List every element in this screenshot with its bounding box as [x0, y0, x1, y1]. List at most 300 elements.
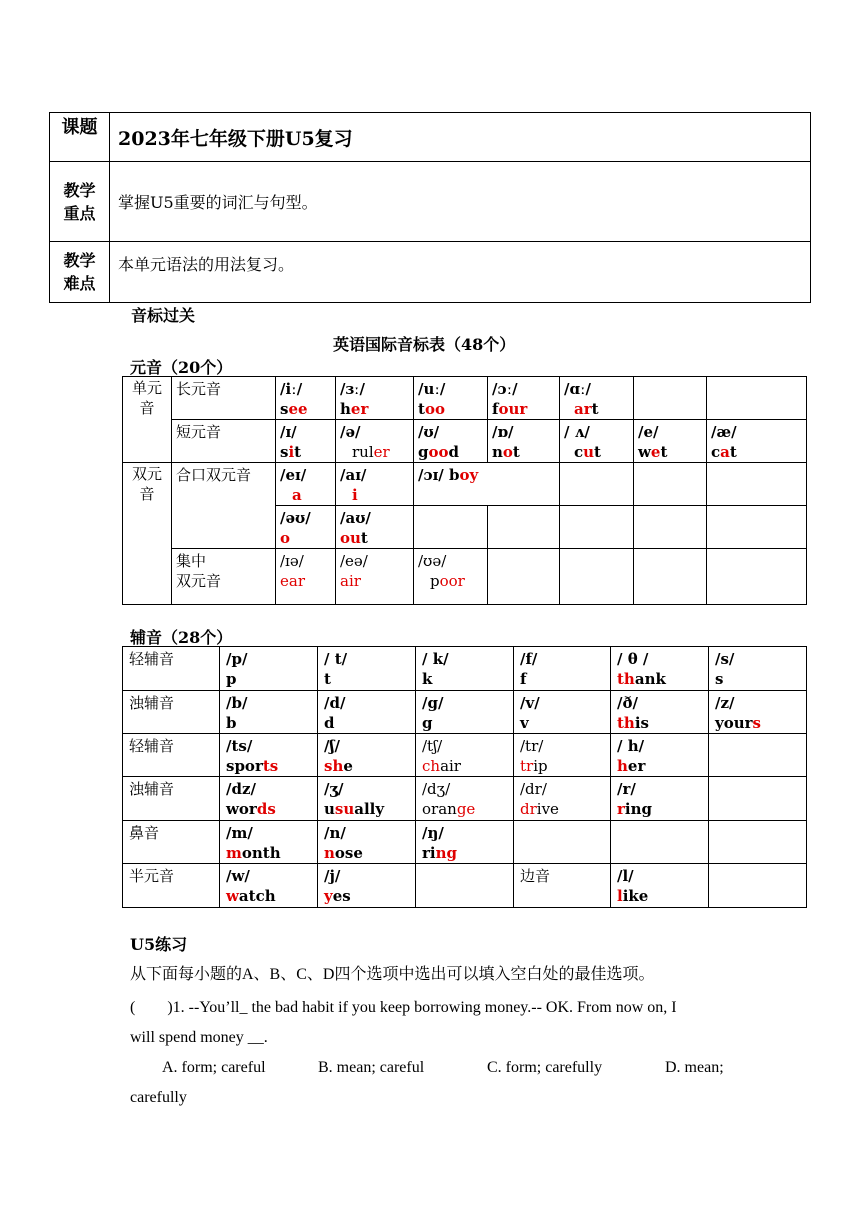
lateral-label: 边音: [514, 864, 611, 908]
ipa-symbol: /ʒ/: [324, 780, 344, 798]
ipa-symbol: /dr/: [520, 780, 547, 798]
phonetic-cell: [276, 420, 336, 463]
phonetic-cell: [707, 420, 807, 463]
example-word: [711, 442, 802, 462]
ipa-symbol: /m/: [226, 824, 253, 842]
word-part: t: [418, 400, 425, 418]
ipa-symbol: /aʊ/: [340, 509, 371, 527]
phonetic-cell: [220, 821, 318, 864]
centering-diphthong-row: [123, 549, 807, 605]
word-part: ive: [536, 800, 559, 818]
lesson-header-table: [49, 112, 811, 303]
word-highlight: r: [617, 800, 625, 818]
word-part: air: [440, 757, 461, 775]
phonetic-cell: [488, 377, 560, 420]
ipa-symbol: /j/: [324, 867, 341, 885]
word-part: g: [422, 714, 433, 732]
example-word: [520, 799, 604, 819]
ipa-symbol: /dʒ/: [422, 780, 451, 798]
word-highlight: m: [226, 844, 242, 862]
example-word: [324, 756, 409, 776]
option-d: D. mean;: [665, 1059, 724, 1076]
word-highlight: o: [280, 529, 291, 547]
phonetic-cell: [336, 506, 414, 549]
word-part: s: [715, 670, 724, 688]
word-part: wor: [226, 800, 257, 818]
example-word: [324, 843, 409, 863]
phonetic-cell: [220, 647, 318, 691]
word-part: ip: [533, 757, 548, 775]
word-highlight: s: [752, 714, 761, 732]
word-highlight: o: [502, 443, 513, 461]
focus-value: 掌握U5重要的词汇与句型。: [110, 162, 811, 242]
phonetic-cell: [488, 420, 560, 463]
phonetic-cell: [336, 420, 414, 463]
word-part: is: [634, 714, 649, 732]
word-part: c: [711, 443, 721, 461]
word-highlight: ch: [422, 757, 441, 775]
example-word: [422, 713, 507, 733]
example-word: [280, 528, 331, 548]
example-word: [617, 669, 702, 689]
word-part: u: [324, 800, 335, 818]
focus-label-line1: 教学: [63, 180, 96, 200]
empty-cell: [707, 549, 807, 605]
ipa-symbol: /ʊə/: [418, 552, 447, 570]
phonetic-cell: [514, 647, 611, 691]
phonetic-cell: [611, 777, 709, 821]
ipa-symbol: /ɪ/: [280, 423, 297, 441]
word-part: d: [448, 443, 460, 461]
word-highlight: y: [324, 887, 333, 905]
ipa-symbol: /s/: [715, 650, 735, 668]
example-word: [617, 799, 702, 819]
word-highlight: ear: [280, 572, 305, 590]
consonant-row: [123, 734, 807, 777]
example-word: [324, 669, 409, 689]
phonetic-cell: [318, 734, 416, 777]
phonetic-cell: [560, 420, 634, 463]
ipa-symbol: /f/: [520, 650, 538, 668]
phonetics-section-title: 音标过关: [131, 306, 196, 325]
ipa-symbol: /ŋ/: [422, 824, 444, 842]
word-part: f: [520, 670, 527, 688]
example-word: [564, 399, 629, 419]
example-word: [422, 799, 507, 819]
phonetic-cell: [709, 647, 807, 691]
word-highlight: sh: [324, 757, 344, 775]
phonetic-cell: [318, 777, 416, 821]
example-word: [226, 669, 311, 689]
option-b: B. mean; careful: [318, 1059, 425, 1076]
ipa-symbol: /dz/: [226, 780, 256, 798]
example-word: [418, 571, 483, 591]
ipa-symbol: /n/: [324, 824, 346, 842]
consonant-row: [123, 691, 807, 734]
ipa-symbol: /eɪ/: [280, 466, 307, 484]
word-part: t: [729, 443, 737, 461]
phonetic-cell: [414, 463, 560, 506]
example-word: [520, 669, 604, 689]
ipa-symbol: / ʌ/: [564, 423, 590, 441]
word-highlight: ts: [262, 757, 279, 775]
example-word: [340, 442, 409, 462]
word-part: s: [280, 400, 289, 418]
word-part: onth: [241, 844, 281, 862]
word-highlight: our: [498, 400, 528, 418]
empty-cell: [488, 549, 560, 605]
example-word: [226, 756, 311, 776]
word-part: n: [492, 443, 503, 461]
example-word: [422, 669, 507, 689]
phonetic-cell: [611, 864, 709, 908]
empty-cell: [709, 864, 807, 908]
example-word: [492, 442, 555, 462]
word-part: rul: [352, 443, 374, 461]
word-highlight: ar: [574, 400, 592, 418]
word-part: g: [418, 443, 429, 461]
phonetic-cell: [276, 549, 336, 605]
short-vowel-label: 短元音: [172, 420, 276, 463]
phonetic-cell: [709, 691, 807, 734]
ipa-symbol: /əʊ/: [280, 509, 311, 527]
ipa-symbol: /ts/: [226, 737, 253, 755]
example-word: [324, 713, 409, 733]
example-word: [324, 799, 409, 819]
ipa-symbol: /l/: [617, 867, 634, 885]
phonetic-cell: [336, 463, 414, 506]
phonetic-cell: [276, 377, 336, 420]
word-highlight: oo: [428, 443, 449, 461]
empty-cell: [709, 734, 807, 777]
word-highlight: e: [650, 443, 661, 461]
empty-cell: [634, 549, 707, 605]
ipa-symbol: /uː/: [418, 380, 446, 398]
example-word: [280, 485, 331, 505]
word-part: p: [430, 572, 440, 590]
ipa-symbol: /r/: [617, 780, 636, 798]
example-word: [280, 399, 331, 419]
phonetic-cell: [276, 463, 336, 506]
word-part: w: [638, 443, 651, 461]
phonetic-cell: [514, 734, 611, 777]
phonetic-table-title: 英语国际音标表（48个）: [333, 335, 516, 354]
single-vowel-label: 单元音: [123, 377, 172, 463]
example-word: [340, 528, 409, 548]
consonant-heading: 辅音（28个）: [130, 628, 233, 647]
phonetic-cell: [318, 691, 416, 734]
ipa-symbol: /æ/: [711, 423, 737, 441]
ipa-with-word: /ɔɪ/ b: [418, 466, 460, 484]
phonetic-cell: [414, 420, 488, 463]
word-highlight: dr: [520, 800, 537, 818]
phonetic-cell: [318, 647, 416, 691]
closing-diphthong-row: [123, 463, 807, 506]
ipa-symbol: /d/: [324, 694, 346, 712]
phonetic-cell: [560, 377, 634, 420]
focus-row: [50, 162, 811, 242]
example-word: [324, 886, 409, 906]
phonetic-cell: [634, 420, 707, 463]
phonetic-cell: [276, 506, 336, 549]
word-part: e: [343, 757, 353, 775]
empty-cell: [707, 377, 807, 420]
word-part: ing: [624, 800, 652, 818]
ipa-symbol: /ð/: [617, 694, 638, 712]
ipa-symbol: /w/: [226, 867, 250, 885]
ipa-symbol: /p/: [226, 650, 248, 668]
vowel-table: [122, 376, 807, 605]
phonetic-cell: [220, 691, 318, 734]
example-word: [226, 886, 311, 906]
empty-cell: [707, 463, 807, 506]
word-part: spor: [226, 757, 263, 775]
phonetic-cell: [416, 734, 514, 777]
ipa-symbol: /tʃ/: [422, 737, 443, 755]
phonetic-cell: [611, 647, 709, 691]
empty-cell: [560, 506, 634, 549]
example-word: [564, 442, 629, 462]
phonetic-cell: [611, 691, 709, 734]
word-highlight: oor: [439, 572, 465, 590]
phonetic-cell: [514, 691, 611, 734]
empty-cell: [416, 864, 514, 908]
word-part: v: [520, 714, 529, 732]
centering-label-line2: 双元音: [176, 572, 222, 590]
phonetic-cell: [336, 549, 414, 605]
phonetic-cell: [318, 821, 416, 864]
word-part: b: [226, 714, 237, 732]
ipa-symbol: /tr/: [520, 737, 544, 755]
example-word: [226, 843, 311, 863]
word-highlight: ds: [256, 800, 276, 818]
word-part: t: [591, 400, 599, 418]
empty-cell: [709, 777, 807, 821]
empty-cell: [488, 506, 560, 549]
word-part: t: [660, 443, 668, 461]
empty-cell: [709, 821, 807, 864]
word-highlight: er: [373, 443, 390, 461]
consonant-category-label: 轻辅音: [123, 647, 220, 691]
focus-label: [50, 162, 110, 242]
example-word: [715, 713, 800, 733]
example-word: [715, 669, 800, 689]
example-word: [492, 399, 555, 419]
phonetic-cell: [414, 377, 488, 420]
ipa-symbol: /ɒ/: [492, 423, 514, 441]
consonant-category-label: 浊辅音: [123, 777, 220, 821]
consonant-category-label: 轻辅音: [123, 734, 220, 777]
word-part: t: [512, 443, 520, 461]
phonetic-cell: [336, 377, 414, 420]
ipa-symbol: / t/: [324, 650, 348, 668]
ipa-symbol: /iː/: [280, 380, 303, 398]
word-highlight: l: [617, 887, 623, 905]
empty-cell: [560, 463, 634, 506]
ipa-symbol: /v/: [520, 694, 540, 712]
word-part: es: [332, 887, 351, 905]
ipa-symbol: /g/: [422, 694, 444, 712]
question-1-line-1: ( )1. --You’ll_ the bad habit if you keep borrowing money.-- OK. From now on, I: [130, 999, 677, 1016]
word-part: your: [715, 714, 753, 732]
word-highlight: a: [292, 486, 302, 504]
empty-cell: [414, 506, 488, 549]
topic-value: 2023年七年级下册U5复习: [110, 113, 811, 162]
word-part: h: [340, 400, 351, 418]
ipa-symbol: /b/: [226, 694, 248, 712]
example-word: [280, 442, 331, 462]
word-highlight: oo: [424, 400, 445, 418]
long-vowel-row: [123, 377, 807, 420]
word-highlight: su: [334, 800, 355, 818]
word-highlight: th: [617, 714, 635, 732]
word-part: t: [324, 670, 331, 688]
phonetic-cell: [414, 549, 488, 605]
word-part: t: [360, 529, 368, 547]
consonant-row: [123, 777, 807, 821]
vowel-heading: 元音（20个）: [130, 358, 233, 377]
option-d-continuation: carefully: [130, 1089, 187, 1106]
focus-label-line2: 重点: [63, 203, 96, 223]
example-word: [422, 843, 507, 863]
topic-label: 课题: [50, 113, 110, 162]
example-word: [617, 713, 702, 733]
ipa-symbol: /ɔː/: [492, 380, 518, 398]
word-part: t: [294, 443, 302, 461]
topic-row: [50, 113, 811, 162]
phonetic-cell: [416, 777, 514, 821]
word-highlight: ge: [456, 800, 476, 818]
example-word: [520, 713, 604, 733]
example-word: [340, 399, 409, 419]
phonetic-cell: [611, 734, 709, 777]
phonetic-cell: [220, 777, 318, 821]
example-word: [226, 799, 311, 819]
example-word: [418, 442, 483, 462]
word-part: t: [594, 443, 601, 461]
empty-cell: [634, 506, 707, 549]
phonetic-cell: [318, 864, 416, 908]
word-highlight: ou: [340, 529, 361, 547]
word-part: ose: [334, 844, 363, 862]
example-word: [617, 886, 702, 906]
word-part: ike: [622, 887, 649, 905]
difficulty-row: [50, 242, 811, 303]
long-vowel-label: 长元音: [172, 377, 276, 420]
word-highlight: th: [617, 670, 635, 688]
word-highlight: tr: [520, 757, 534, 775]
word-part: d: [324, 714, 335, 732]
consonant-row: [123, 821, 807, 864]
word-part: k: [422, 670, 433, 688]
option-a: A. form; careful: [162, 1059, 266, 1076]
empty-cell: [611, 821, 709, 864]
ipa-symbol: /ɪə/: [280, 552, 304, 570]
word-highlight: air: [340, 572, 361, 590]
consonant-category-label: 浊辅音: [123, 691, 220, 734]
phonetic-cell: [220, 734, 318, 777]
example-word: [280, 571, 331, 591]
question-1-line-2: will spend money __.: [130, 1029, 268, 1046]
double-vowel-label: 双元音: [123, 463, 172, 605]
example-word: [418, 399, 483, 419]
word-highlight: a: [720, 443, 730, 461]
short-vowel-row: [123, 420, 807, 463]
consonant-row: [123, 864, 807, 908]
word-part: s: [280, 443, 289, 461]
ipa-symbol: /aɪ/: [340, 466, 367, 484]
phonetic-cell: [416, 691, 514, 734]
word-part: ally: [354, 800, 385, 818]
example-word: [226, 713, 311, 733]
word-highlight: h: [617, 757, 628, 775]
ipa-symbol: /z/: [715, 694, 735, 712]
ipa-symbol: /eə/: [340, 552, 368, 570]
word-highlight: er: [350, 400, 369, 418]
centering-label-line1: 集中: [176, 552, 207, 570]
consonant-table: [122, 646, 807, 908]
word-part: ri: [422, 844, 436, 862]
example-word: [340, 571, 409, 591]
phonetic-cell: [220, 864, 318, 908]
word-highlight: i: [288, 443, 295, 461]
word-highlight: ng: [435, 844, 458, 862]
phonetic-cell: [416, 647, 514, 691]
empty-cell: [560, 549, 634, 605]
word-part: oran: [422, 800, 457, 818]
difficulty-label: [50, 242, 110, 303]
ipa-symbol: / h/: [617, 737, 645, 755]
difficulty-value: 本单元语法的用法复习。: [110, 242, 811, 303]
closing-diphthong-label: 合口双元音: [172, 463, 276, 549]
word-highlight: u: [583, 443, 595, 461]
consonant-row: [123, 647, 807, 691]
word-part: ank: [634, 670, 666, 688]
example-word: [422, 756, 507, 776]
ipa-symbol: /ə/: [340, 423, 361, 441]
word-highlight: w: [226, 887, 239, 905]
instruction-text: 从下面每小题的A、B、C、D四个选项中选出可以填入空白处的最佳选项。: [130, 966, 655, 983]
empty-cell: [634, 463, 707, 506]
empty-cell: [707, 506, 807, 549]
word-part: atch: [238, 887, 276, 905]
example-word: [340, 485, 409, 505]
word-highlight: i: [352, 486, 358, 504]
word-highlight: n: [324, 844, 335, 862]
option-c: C. form; carefully: [487, 1059, 603, 1076]
ipa-symbol: /ʃ/: [324, 737, 340, 755]
phonetic-cell: [514, 777, 611, 821]
consonant-category-label: 半元音: [123, 864, 220, 908]
word-part: c: [574, 443, 584, 461]
difficulty-label-line1: 教学: [63, 251, 96, 270]
example-word: [617, 756, 702, 776]
ipa-symbol: / k/: [422, 650, 449, 668]
ipa-symbol: /e/: [638, 423, 659, 441]
practice-title: U5练习: [130, 935, 188, 954]
example-word: [520, 756, 604, 776]
phonetic-cell: [416, 821, 514, 864]
ipa-symbol: /ʊ/: [418, 423, 440, 441]
ipa-symbol: / θ /: [617, 650, 649, 668]
word-part: p: [226, 670, 237, 688]
word-highlight: ee: [288, 400, 308, 418]
ipa-symbol: /ɑː/: [564, 380, 591, 398]
consonant-category-label: 鼻音: [123, 821, 220, 864]
word-part: f: [492, 400, 499, 418]
ipa-symbol: /ɜː/: [340, 380, 365, 398]
example-word: [638, 442, 702, 462]
